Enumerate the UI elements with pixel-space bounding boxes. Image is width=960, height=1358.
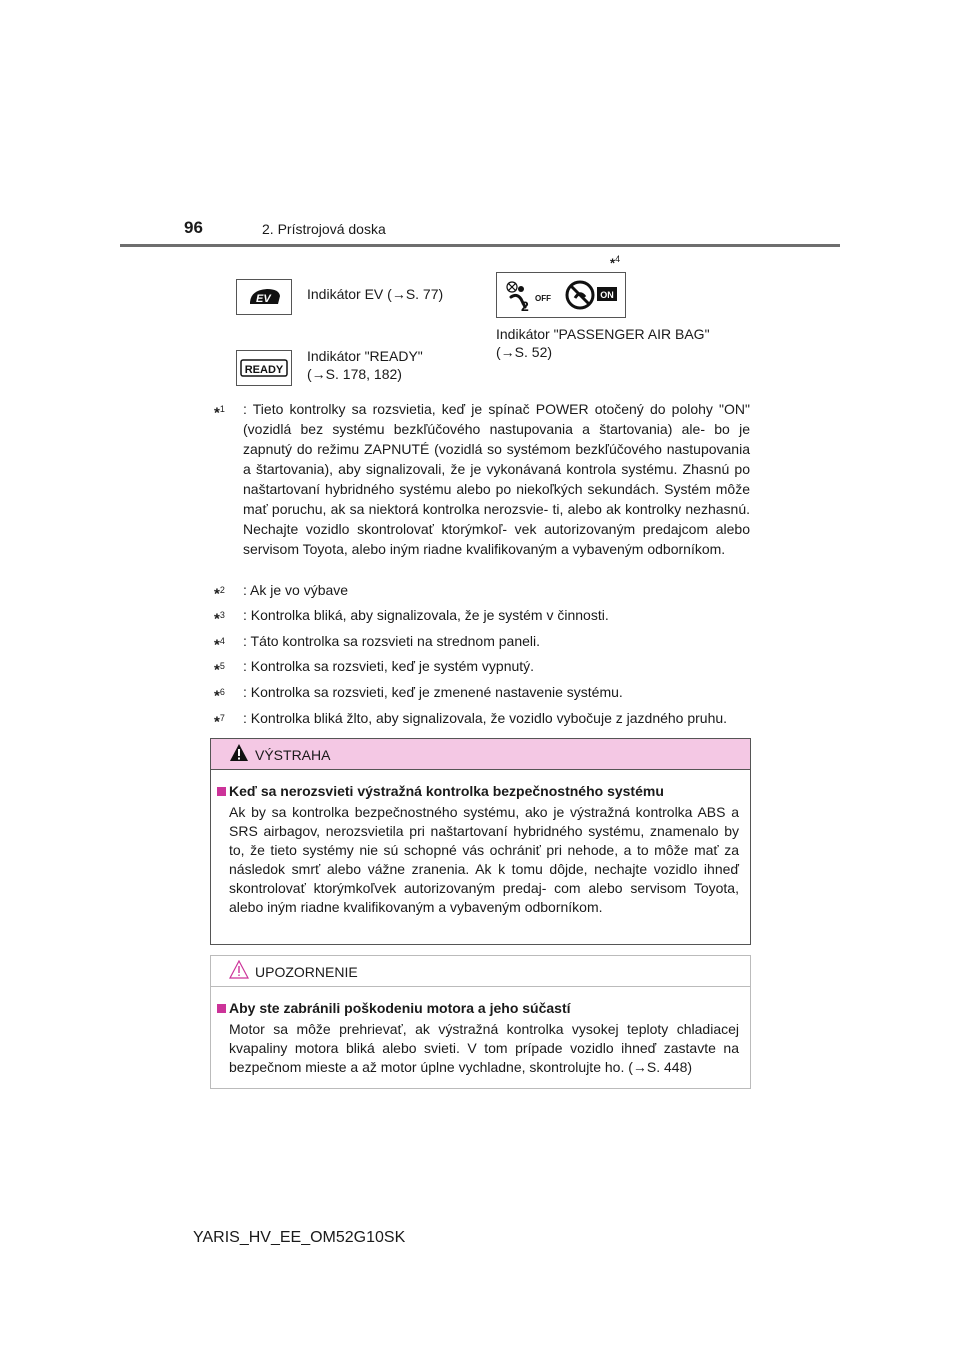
- ev-indicator-label: Indikátor EV (→S. 77): [307, 286, 444, 302]
- warning-bullet-square: [217, 787, 226, 796]
- page-number: 96: [184, 218, 203, 237]
- footnote-5: *$^5$ : Kontrolka sa rozsvieti, keď je systém vypnutý.: [216, 656, 750, 676]
- airbag-note-marker: *$^4$: [610, 254, 621, 271]
- caution-box: [210, 955, 751, 1089]
- footnote-1-text: : Tieto kontrolky sa rozsvietia, keď je spínač POWER otočený do polohy "ON" (vozidlá bez systému bezkľúčového nastupovania a štartovania) ale- bo je zapnutý do režimu ZAPNUTÉ (vozidlá so systémom bezkľúčového nastupovania a štartovania), aby signalizovali, že je vykonávaná kontrola systému. Zhasnú po naštartovaní hybridného systému alebo po niekoľkých sekundách. Systém môže mať poruchu, ak sa niektorá kontrolka nerozsvie- ti, alebo ak kontrolky nezhasnú. Nechajte vozidlo skontrolovať ktorýmkoľ- vek autorizovaným predajcom alebo servisom Toyota, alebo iným riadne kvalifikovaným a vybaveným odborníkom.: [243, 401, 750, 557]
- caution-bullet-square: [217, 1004, 226, 1013]
- footnote-1: *$^1$ : Tieto kontrolky sa rozsvietia, keď je spínač POWER otočený do polohy "ON" (vozidlá bez systému bezkľúčového nastupovania a štartovania) ale- bo je zapnutý do režimu ZAPNUTÉ (vozidlá so systémom bezkľúčového nastupovania a štartovania), aby signalizovali, že je vykonávaná kontrola systému. Zhasnú po naštartovaní hybridného systému alebo po niekoľkých sekundách. Systém môže mať poruchu, ak sa niektorá kontrolka nerozsvie- ti, alebo ak kontrolky nezhasnú. Nechajte vozidlo skontrolovať ktorýmkoľ- vek autorizovaným predajcom alebo servisom Toyota, alebo iným riadne kvalifikovaným a vybaveným odborníkom.: [214, 401, 750, 557]
- footnote-3: *$^3$ : Kontrolka bliká, aby signalizovala, že je systém v činnosti.: [216, 605, 750, 625]
- footnote-4-text: : Táto kontrolka sa rozsvieti na strednom paneli.: [243, 633, 541, 649]
- footnote-5-text: : Kontrolka sa rozsvieti, keď je systém vypnutý.: [243, 658, 535, 674]
- warning-box: [210, 738, 751, 945]
- footnote-3-text: : Kontrolka bliká, aby signalizovala, že je systém v činnosti.: [243, 607, 609, 623]
- warning-subtitle: Keď sa nerozsvieti výstražná kontrolka bezpečnostného systému: [229, 783, 664, 799]
- footnote-6: *$^6$ : Kontrolka sa rozsvieti, keď je zmenené nastavenie systému.: [216, 682, 750, 702]
- warning-header: [211, 739, 750, 770]
- section-title: 2. Prístrojová doska: [262, 221, 386, 237]
- ev-indicator-icon: [236, 279, 292, 315]
- passenger-airbag-indicator-icon: [496, 272, 626, 318]
- ready-indicator-icon: [236, 350, 292, 386]
- svg-text:EV: EV: [256, 293, 271, 305]
- ready-icon-text: READY: [244, 364, 284, 376]
- caution-header: [211, 956, 750, 987]
- warning-body: Ak by sa kontrolka bezpečnostného systému, ako je výstražná kontrolka ABS a SRS airbagov, nerozsvietila pri naštartovaní hybridného systému, znamenalo by to, že tieto systémy nie sú schopné vás ochrániť pri nehode, a to môže mať za následok smrť alebo vážne zranenia. Ak k tomu dôjde, nechajte vozidlo ihneď skontrolovať ktorýmkoľvek autorizovaným predaj- com alebo servisom Toyota, alebo iným riadne kvalifikovaným a vybaveným odborníkom.: [229, 804, 739, 915]
- footnote-7-text: : Kontrolka bliká žlto, aby signalizovala, že vozidlo vybočuje z jazdného pruhu.: [243, 710, 728, 726]
- caution-body: Motor sa môže prehrievať, ak výstražná kontrolka vysokej teploty chladiacej kvapaliny motora bliká alebo svieti. V tom prípade vozidlo ihneď zastavte na bezpečnom mieste a až motor úplne vychladne, skontrolujte ho. (→S. 448): [229, 1021, 739, 1075]
- ready-indicator-label-2: (→S. 178, 182): [307, 366, 402, 382]
- svg-text:2: 2: [521, 298, 529, 314]
- footnote-6-text: : Kontrolka sa rozsvieti, keď je zmenené nastavenie systému.: [243, 684, 623, 700]
- ready-indicator-label-1: Indikátor "READY": [307, 348, 423, 364]
- warning-triangle-icon: [229, 743, 249, 763]
- caution-title: UPOZORNENIE: [255, 964, 358, 980]
- airbag-indicator-label-1: Indikátor "PASSENGER AIR BAG": [496, 326, 710, 342]
- airbag-indicator-label-2: (→S. 52): [496, 344, 553, 360]
- document-code: YARIS_HV_EE_OM52G10SK: [193, 1229, 406, 1246]
- airbag-off-text: OFF: [535, 294, 551, 303]
- caution-triangle-icon: [229, 960, 249, 980]
- header-divider: [120, 244, 840, 247]
- footnote-4: *$^4$ : Táto kontrolka sa rozsvieti na strednom paneli.: [216, 631, 750, 651]
- airbag-on-text: ON: [600, 290, 614, 300]
- warning-title: VÝSTRAHA: [255, 747, 331, 763]
- footnote-2-text: : Ak je vo výbave: [243, 582, 349, 598]
- footnote-2: *$^2$ : Ak je vo výbave: [216, 580, 750, 600]
- footnote-7: *$^7$ : Kontrolka bliká žlto, aby signalizovala, že vozidlo vybočuje z jazdného pruhu.: [216, 708, 750, 728]
- caution-subtitle: Aby ste zabránili poškodeniu motora a jeho súčastí: [229, 1000, 571, 1016]
